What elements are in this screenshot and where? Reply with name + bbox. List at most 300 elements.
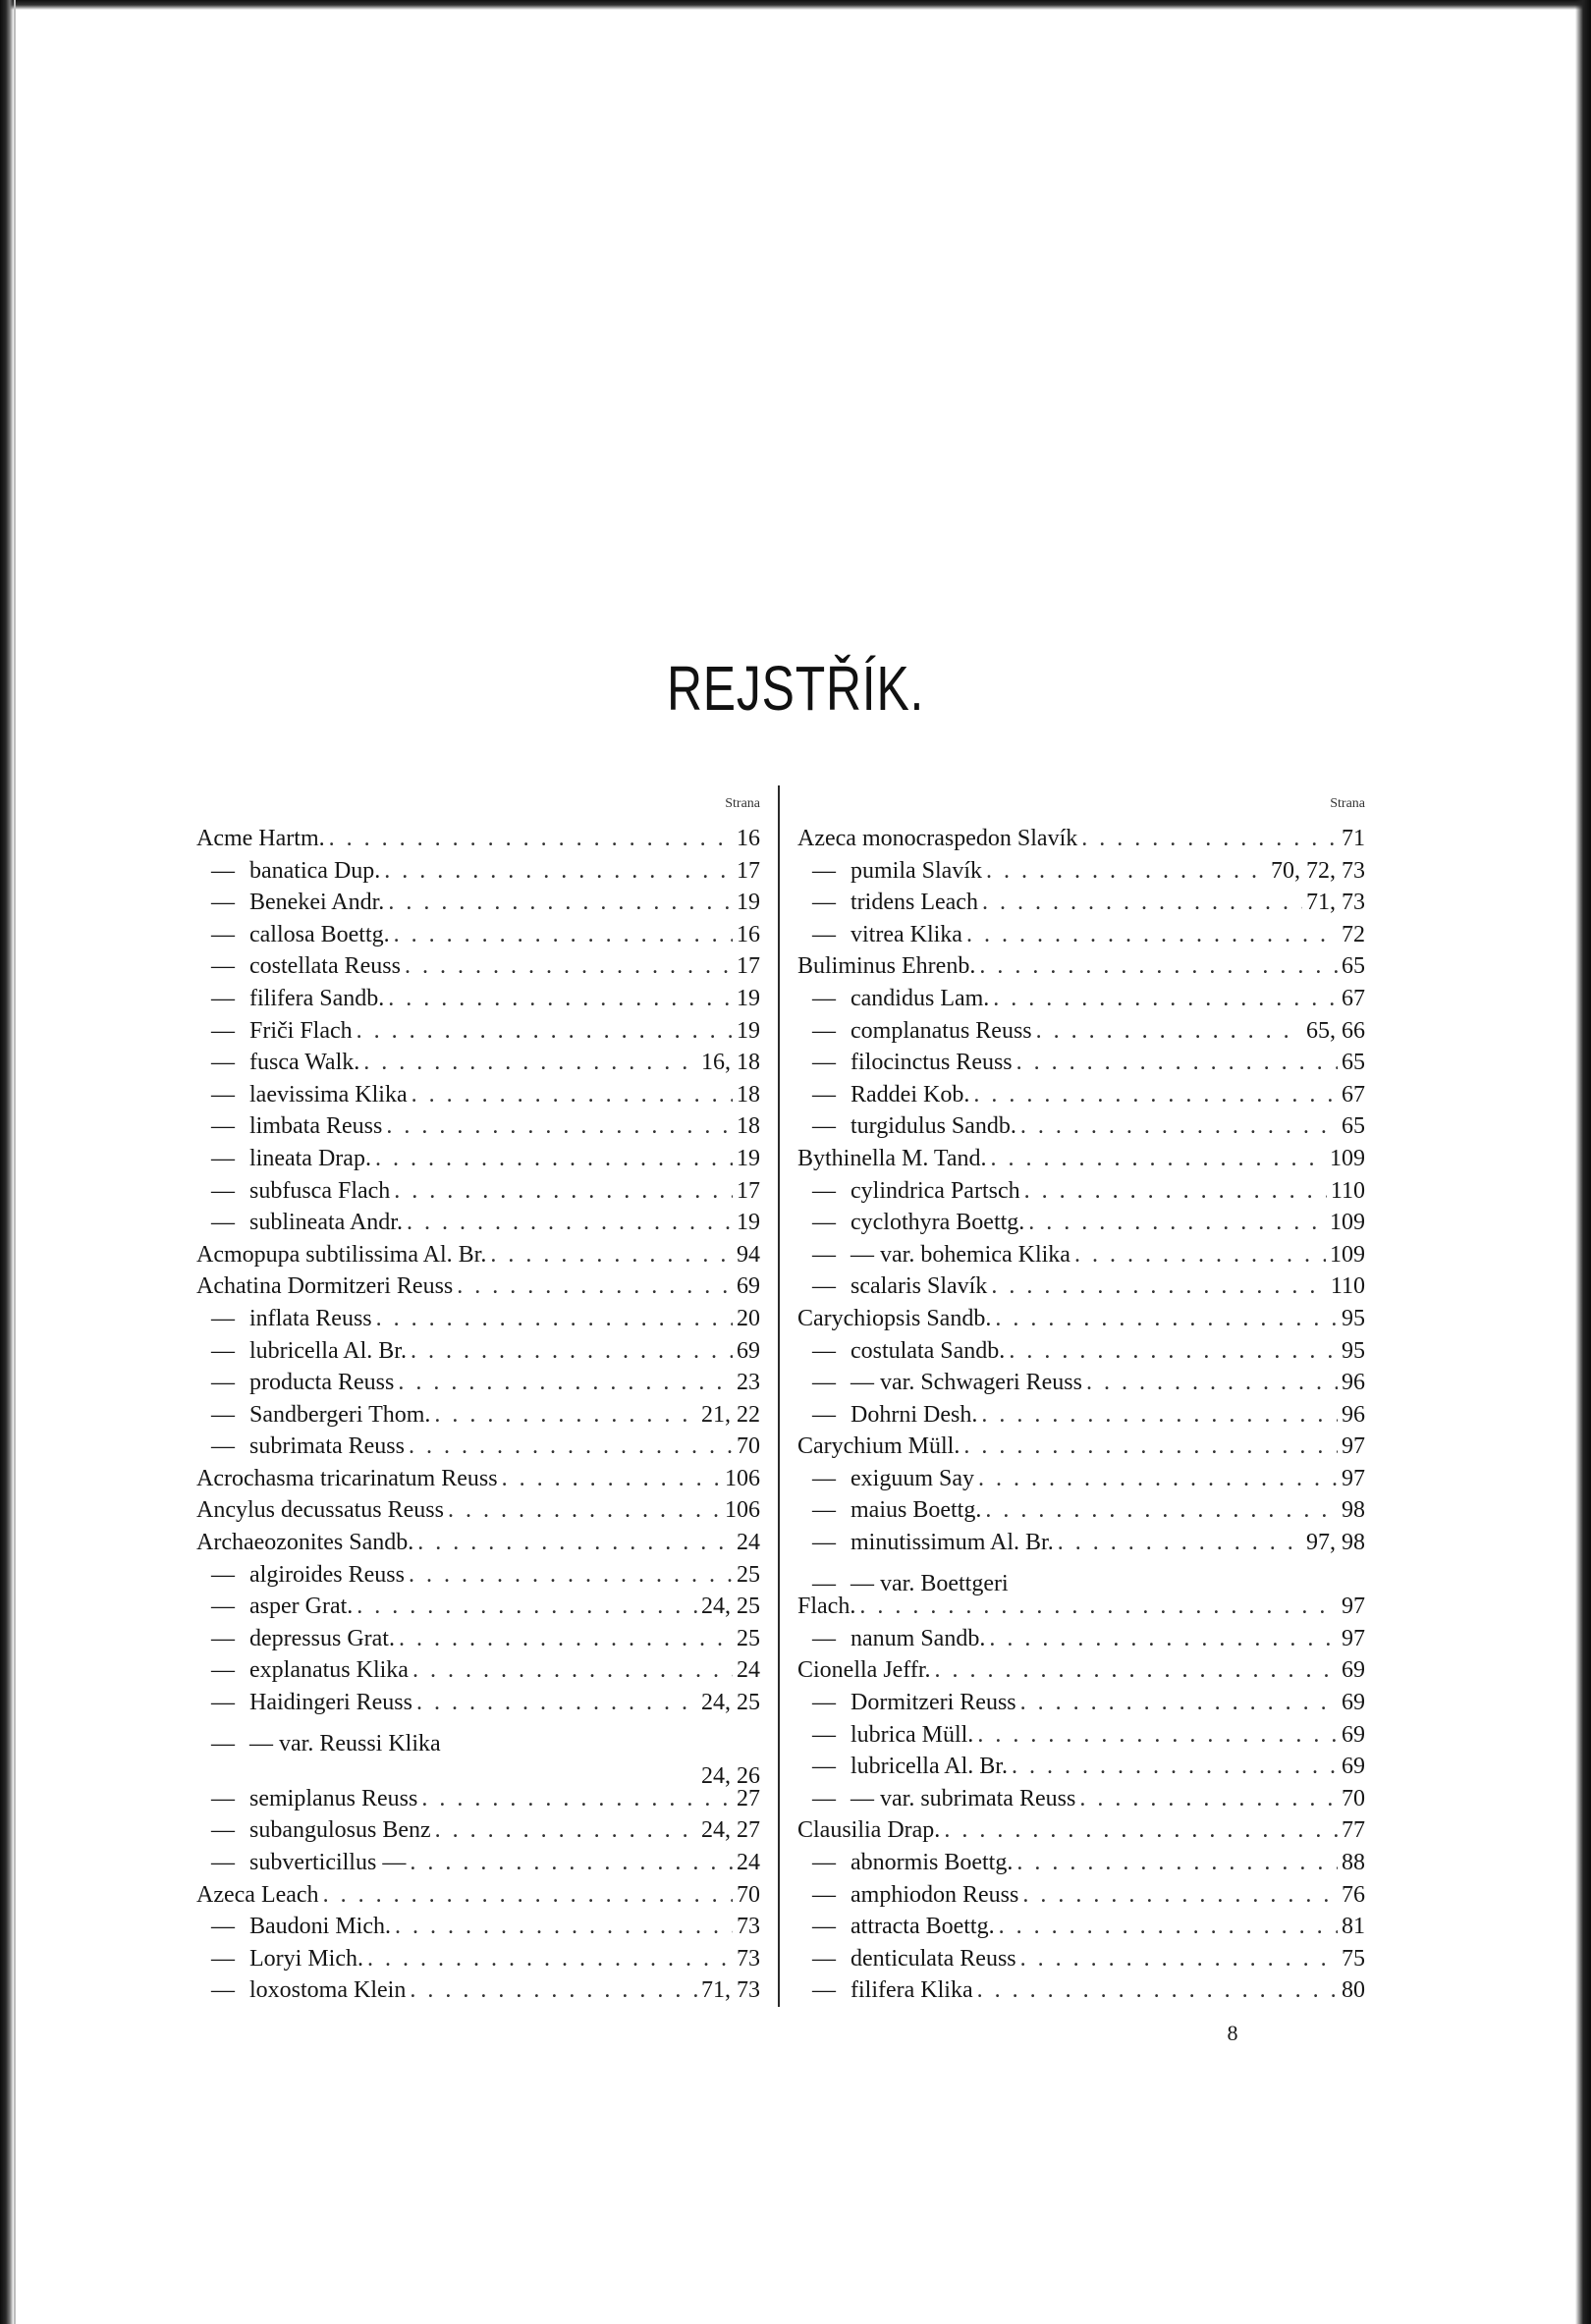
leader-dots [399,1623,733,1655]
entry-page: 71, 73 [1306,890,1365,916]
entry-name: sublineata Andr. [249,1210,403,1236]
entry-dash: — [812,1497,836,1524]
entry-name: Baudoni Mich. [249,1914,391,1940]
leader-dots [1020,1110,1338,1143]
leader-dots [411,1335,733,1368]
entry-page: 94 [737,1241,760,1268]
leader-dots [1036,1015,1302,1048]
entry-name: semiplanus Reuss [249,1785,418,1811]
entry-page: 24, 25 [701,1594,760,1620]
entry-dash: — [812,1017,836,1044]
entry-name: candidus Lam. [850,985,990,1011]
index-entry [797,1207,1365,1239]
entry-name: fusca Walk. [249,1050,360,1076]
entry-page: 72 [1342,921,1365,947]
index-entry [797,1079,1365,1111]
entry-name: amphiodon Reuss [850,1881,1019,1908]
entry-dash: — [211,1657,235,1684]
entry-dash: — [211,1401,235,1428]
entry-name: banatica Dup. [249,857,381,884]
entry-dash: — [211,1081,235,1108]
entry-page: 17 [737,953,760,980]
index-column-left [196,785,760,2007]
entry-dash: — [812,1571,836,1597]
entry-name: algiroides Reuss [249,1561,405,1588]
index-entry [797,1110,1365,1143]
index-entry [797,1335,1365,1368]
index-entry [196,1175,760,1208]
leader-dots [417,1527,733,1559]
entry-dash: — [812,1273,836,1300]
entry-page: 65 [1342,953,1365,980]
entry-page: 97, 98 [1306,1530,1365,1556]
entry-page: 88 [1342,1850,1365,1875]
entry-dash: — [812,1530,836,1556]
entry-page: 96 [1342,1401,1365,1428]
index-entry [797,1847,1365,1879]
entry-name: explanatus Klika [249,1657,409,1684]
entry-page: 106 [725,1465,760,1491]
leader-dots [944,1814,1338,1847]
index-entry [797,823,1365,855]
entry-name: inflata Reuss [249,1305,372,1331]
leader-dots [329,823,733,855]
entry-name: Archaeozonites Sandb. [196,1530,414,1556]
index-entry [797,1399,1365,1432]
entry-dash: — [812,1850,836,1875]
entry-dash: — [812,1785,836,1811]
entry-name: producta Reuss [249,1370,395,1396]
leader-dots [357,1591,697,1623]
entry-name: — var. bohemica Klika [850,1241,1070,1268]
entry-page: 95 [1342,1305,1365,1331]
index-entry [196,1335,760,1368]
index-entry [196,1047,760,1079]
entry-name: subrimata Reuss [249,1433,405,1460]
entry-name: tridens Leach [850,890,978,916]
entry-dash: — [211,1433,235,1460]
entry-page: 69 [1342,1690,1365,1716]
index-entry [196,1654,760,1687]
entry-name: Azeca monocraspedon Slavík [797,826,1078,851]
leader-dots [394,1175,733,1208]
entry-name: asper Grat. [249,1594,354,1620]
entry-name: callosa Boettg. [249,921,390,947]
leader-dots [977,1974,1338,2007]
entry-name: subangulosus Benz [249,1817,431,1844]
leader-dots [398,1367,733,1399]
entry-name: Azeca Leach [196,1881,319,1908]
entry-name: pumila Slavík [850,857,982,884]
entry-page: 67 [1342,985,1365,1011]
index-entry [196,983,760,1015]
entry-dash: — [812,890,836,916]
entry-name: Bythinella M. Tand. [797,1145,987,1171]
entry-page: 109 [1330,1145,1365,1171]
index-entry [797,1367,1365,1399]
index-entry [797,1143,1365,1175]
entry-dash: — [211,1625,235,1651]
page-title-text: REJSTŘÍK. [666,653,925,724]
index-entry [797,1974,1365,2007]
entry-name: filifera Klika [850,1977,973,2004]
entry-page: 24, 25 [701,1690,760,1716]
index-entry [797,1047,1365,1079]
entry-name: depressus Grat. [249,1625,395,1651]
entry-dash: — [812,1210,836,1236]
page-title [0,652,1591,725]
entry-dash: — [812,921,836,947]
leader-dots [490,1239,733,1271]
entry-dash: — [812,1081,836,1108]
index-entry [797,950,1365,983]
index-entry [797,1814,1365,1847]
entry-name: cylindrica Partsch [850,1177,1020,1204]
entry-name: turgidulus Sandb. [850,1113,1016,1140]
index-entry [196,1143,760,1175]
entry-dash: — [211,1210,235,1236]
entry-page: 71, 73 [701,1977,760,2004]
entry-dash: — [211,1145,235,1171]
entry-name: Benekei Andr. [249,890,385,916]
entry-name: lubricella Al. Br. [850,1754,1008,1780]
entry-page: 18 [737,1113,760,1140]
index-column-right [797,785,1365,2007]
leader-dots [412,1654,733,1687]
index-entry [196,1751,760,1789]
entry-page: 70 [737,1433,760,1460]
entry-name: scalaris Slavík [850,1273,988,1300]
index-entry [196,1399,760,1432]
entry-dash: — [211,890,235,916]
entry-name: limbata Reuss [249,1113,383,1140]
leader-dots [1086,1367,1338,1399]
entry-name: minutissimum Al. Br. [850,1530,1054,1556]
index-entry [797,1719,1365,1752]
index-entry [797,1623,1365,1655]
leader-dots [410,1974,697,2007]
entry-page: 23 [737,1370,760,1396]
entry-page: 73 [737,1914,760,1940]
leader-dots [1012,1751,1338,1783]
entry-page: 67 [1342,1081,1365,1108]
entry-dash: — [812,1241,836,1268]
index-entry [196,1079,760,1111]
index-entry [196,1463,760,1495]
entry-page: 69 [1342,1657,1365,1684]
entry-page: 70, 72, 73 [1271,857,1365,884]
index-entry [797,1687,1365,1719]
entry-name: Clausilia Drap. [797,1817,941,1844]
leader-dots [394,919,733,951]
entry-dash: — [812,1690,836,1716]
entry-name: Achatina Dormitzeri Reuss [196,1273,454,1300]
entry-page: 70 [1342,1785,1365,1811]
entry-page: 73 [737,1945,760,1972]
entry-page: 69 [1342,1721,1365,1748]
entry-page: 24, 27 [701,1817,760,1844]
leader-dots [409,1559,733,1592]
entry-page: 80 [1342,1977,1365,2004]
leader-dots [416,1687,697,1719]
index-entry [196,1974,760,2007]
index-entry [797,919,1365,951]
entry-name: Dohrni Desh. [850,1401,978,1428]
entry-dash: — [812,1050,836,1076]
leader-dots [410,1847,733,1879]
index-entry [196,1623,760,1655]
leader-dots [1013,1559,1361,1592]
entry-page: 97 [1342,1465,1365,1491]
entry-name: Acmopupa subtilissima Al. Br. [196,1241,487,1268]
entry-page: 25 [737,1561,760,1588]
leader-dots [985,1494,1338,1527]
leader-dots [388,887,733,919]
entry-dash: — [211,1017,235,1044]
entry-dash: — [812,1337,836,1364]
leader-dots [993,983,1338,1015]
entry-dash: — [211,1305,235,1331]
entry-name: Carychium Müll. [797,1433,960,1460]
leader-dots [363,1047,697,1079]
index-entry [797,1559,1365,1597]
entry-page: 95 [1342,1337,1365,1364]
index-entry [797,855,1365,888]
entry-page: 17 [737,857,760,884]
entry-page: 98 [1342,1497,1365,1524]
entry-name: Flach. [797,1594,856,1620]
entry-dash: — [211,857,235,884]
leader-dots [367,1943,733,1975]
index-entry [797,1527,1365,1559]
leader-dots [981,1399,1338,1432]
entry-page: 16 [737,921,760,947]
entry-name: Haidingeri Reuss [249,1690,412,1716]
entry-page: 69 [1342,1754,1365,1780]
index-entry [196,1431,760,1463]
column-divider [778,785,780,2007]
entry-name: lineata Drap. [249,1145,371,1171]
leader-dots [978,1463,1338,1495]
entry-name: lubrica Müll. [850,1721,974,1748]
index-entry [196,887,760,919]
leader-dots [386,1110,733,1143]
leader-dots [859,1591,1338,1623]
index-entry [196,1911,760,1943]
leader-dots [1016,1047,1338,1079]
entry-name: complanatus Reuss [850,1017,1032,1044]
entry-page: 77 [1342,1817,1365,1844]
entry-dash: — [812,1401,836,1428]
entry-page: 69 [737,1273,760,1300]
entry-page: 24 [737,1850,760,1875]
leader-dots [384,855,733,888]
leader-dots [986,855,1267,888]
entry-page: 109 [1330,1210,1365,1236]
entry-page: 24 [737,1530,760,1556]
entry-dash: — [812,1945,836,1972]
entry-dash: — [812,1177,836,1204]
entry-page: 18 [737,1081,760,1108]
entry-dash: — [812,1370,836,1396]
entry-name: maius Boettg. [850,1497,982,1524]
entry-dash: — [812,985,836,1011]
index-entry [196,1814,760,1847]
index-entry [797,887,1365,919]
entry-name: — var. subrimata Reuss [850,1785,1076,1811]
leader-dots [409,1431,733,1463]
entry-name: — var. Schwageri Reuss [850,1370,1082,1396]
scan-border-left-inner [14,0,16,2324]
entry-dash: — [211,1945,235,1972]
leader-dots [991,1270,1327,1303]
entry-page: 97 [1342,1594,1365,1620]
entry-name: — var. Boettgeri [850,1571,1009,1597]
index-entry [797,1783,1365,1815]
index-entry [797,1015,1365,1048]
index-entry [797,1270,1365,1303]
entry-page: 19 [737,1210,760,1236]
entry-page: 97 [1342,1625,1365,1651]
index-entry [797,1239,1365,1271]
entry-page: 65, 66 [1306,1017,1365,1044]
entry-name: Friči Flach [249,1017,353,1044]
index-entry [797,1879,1365,1912]
index-entry [196,1943,760,1975]
leader-dots [1022,1879,1338,1912]
entry-page: 65 [1342,1113,1365,1140]
entry-page: 96 [1342,1370,1365,1396]
index-rows-right [797,823,1365,2007]
entry-dash: — [812,1113,836,1140]
column-header-strana: Strana [725,796,760,811]
leader-dots [1009,1335,1338,1368]
leader-dots [421,1783,733,1815]
entry-name: costellata Reuss [249,953,401,980]
leader-dots [979,950,1338,983]
entry-name: denticulata Reuss [850,1945,1016,1972]
leader-dots [1024,1175,1327,1208]
index-entry [196,1367,760,1399]
entry-dash: — [211,985,235,1011]
entry-name: Buliminus Ehrenb. [797,953,976,980]
entry-dash: — [211,1370,235,1396]
entry-page: 24, 26 [701,1762,760,1789]
entry-name: — var. Reussi Klika [249,1731,441,1757]
leader-dots [448,1494,721,1527]
entry-dash: — [812,1721,836,1748]
entry-page: 69 [737,1337,760,1364]
entry-name: nanum Sandb. [850,1625,986,1651]
index-entry [797,1494,1365,1527]
entry-dash: — [812,857,836,884]
index-entry [797,1175,1365,1208]
index-entry [196,1207,760,1239]
leader-dots [376,1303,733,1335]
entry-name: Acme Hartm. [196,826,325,851]
entry-page: 19 [737,985,760,1011]
index-entry [797,1911,1365,1943]
index-entry [196,1270,760,1303]
index-entry [196,1239,760,1271]
index-entry [196,1527,760,1559]
index-entry [797,1303,1365,1335]
entry-dash: — [211,1561,235,1588]
index-entry [196,1559,760,1592]
leader-dots [457,1270,733,1303]
entry-name: vitrea Klika [850,921,962,947]
entry-name: Dormitzeri Reuss [850,1690,1016,1716]
leader-dots [1081,823,1338,855]
entry-page: 70 [737,1881,760,1908]
index-entry [196,855,760,888]
leader-dots [411,1079,733,1111]
entry-page: 17 [737,1177,760,1204]
entry-name: Carychiopsis Sandb. [797,1305,992,1331]
index-entry [196,950,760,983]
entry-page: 97 [1342,1433,1365,1460]
entry-name: lubricella Al. Br. [249,1337,407,1364]
leader-dots [1074,1239,1326,1271]
index-entry [196,1687,760,1719]
entry-dash: — [812,1465,836,1491]
leader-dots [1028,1207,1326,1239]
index-entry [797,1431,1365,1463]
entry-page: 27 [737,1785,760,1811]
leader-dots [1020,1687,1338,1719]
page-number: 8 [1227,2021,1238,2045]
entry-page: 24 [737,1657,760,1684]
entry-dash: — [211,1850,235,1875]
entry-dash: — [812,1914,836,1940]
entry-dash: — [211,1337,235,1364]
entry-dash: — [211,1817,235,1844]
scan-border-left [0,0,14,2324]
entry-name: Ancylus decussatus Reuss [196,1497,444,1524]
index-entry [196,1719,760,1757]
entry-page: 81 [1342,1914,1365,1940]
scan-border-top [0,0,1591,10]
leader-dots [323,1879,733,1912]
leader-dots [1016,1847,1338,1879]
scan-border-right [1575,0,1591,2324]
leader-dots [1058,1527,1302,1559]
index-rows-left [196,823,760,2007]
leader-dots [405,950,733,983]
index-entry [196,1110,760,1143]
index-entry [196,1591,760,1623]
leader-dots [200,1751,697,1783]
index-entry [196,1847,760,1879]
leader-dots [966,919,1338,951]
leader-dots [999,1911,1338,1943]
entry-dash: — [211,1113,235,1140]
leader-dots [434,1399,697,1432]
entry-name: subverticillus — [249,1850,407,1875]
entry-page: 106 [725,1497,760,1524]
leader-dots [989,1623,1338,1655]
index-entry [196,1783,760,1815]
entry-page: 19 [737,1145,760,1171]
entry-page: 19 [737,890,760,916]
entry-dash: — [211,1977,235,2004]
entry-name: abnormis Boettg. [850,1850,1014,1875]
index-entry [196,1015,760,1048]
leader-dots [395,1911,733,1943]
entry-page: 110 [1330,1177,1365,1204]
index-entry [196,1494,760,1527]
entry-name: Sandbergeri Thom. [249,1401,431,1428]
